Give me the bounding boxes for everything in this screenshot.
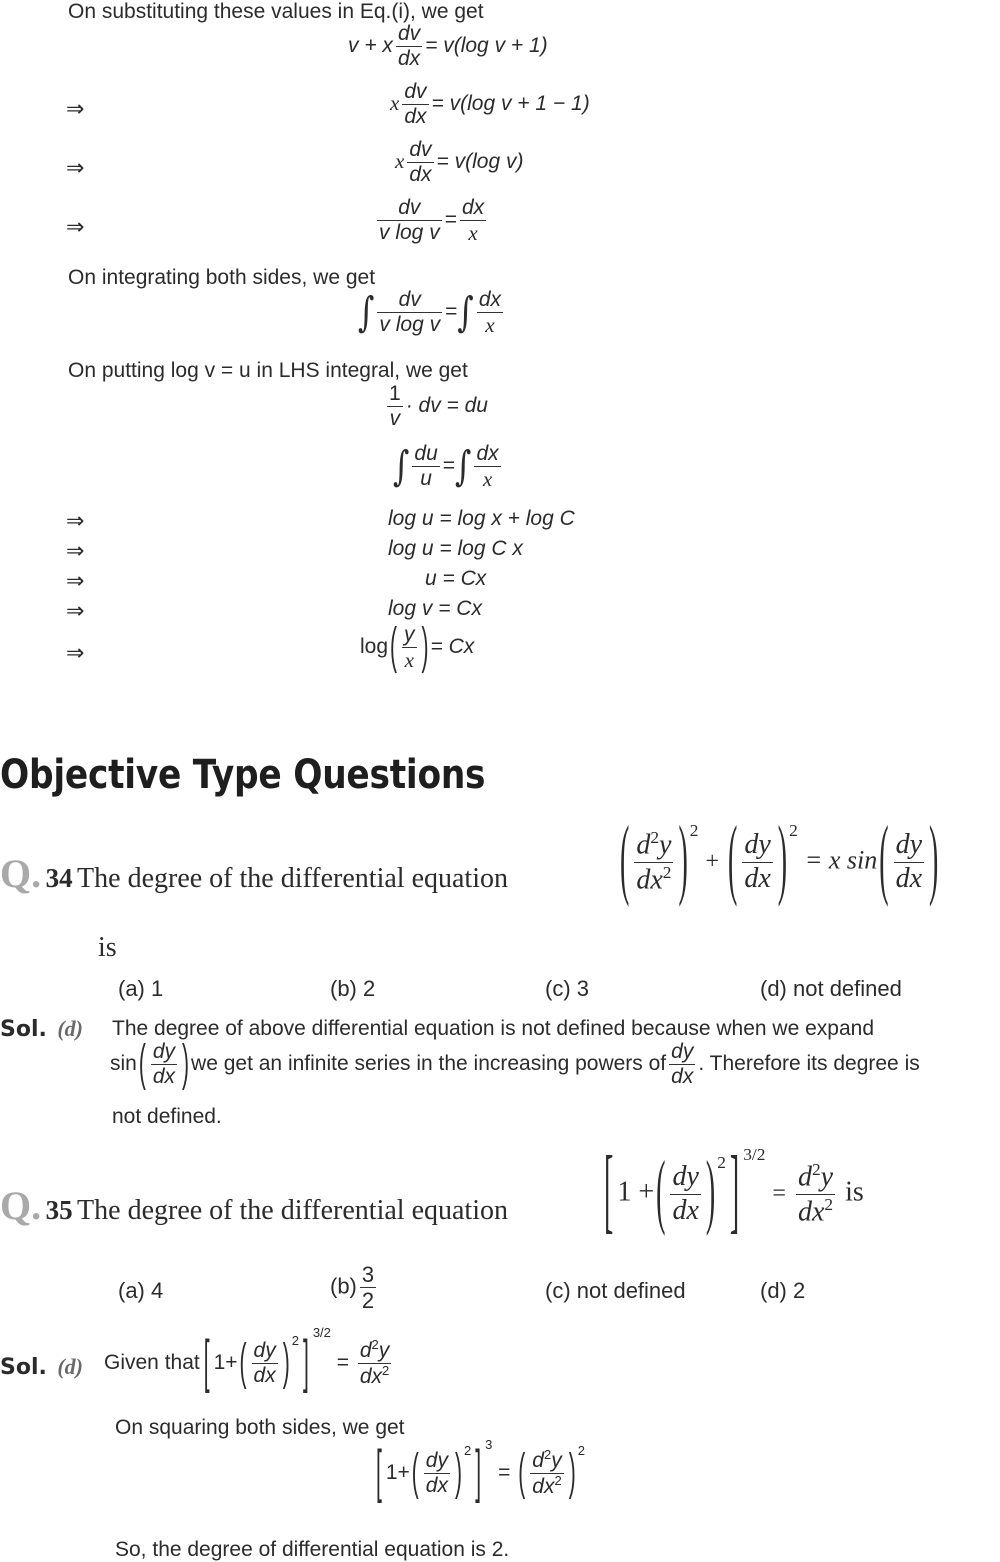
q34-solution-line-2: sin( $\frac{dy}{dx}$ )we get an infinite series in the increasing powers of $\frac{dy}{dx}$ . Therefore its degree is (110, 1035, 920, 1092)
conclusion-text: So, the degree of differential equation is 2. (115, 1538, 510, 1561)
question-number: 34 (45, 863, 73, 893)
solution-answer: (d) (57, 1354, 83, 1379)
q34-option-c[interactable]: (c) 3 (545, 976, 589, 1001)
q35-option-a[interactable]: (a) 4 (118, 1278, 164, 1303)
solution-label: Sol. (0, 1355, 47, 1380)
q35-solution (0, 1354, 83, 1380)
equation-step-11: log v = Cx (388, 597, 482, 620)
equation-step-12: log( $\frac{y}{x}$ )= Cx (360, 618, 475, 675)
q35-given: Given that [ 1+( $\frac{dy}{dx}$ ) $^2$ ] $^{3/2}$ = $\frac{d^2y}{dx^2}$ (104, 1325, 390, 1395)
substitution-text: On putting log v = u in LHS integral, we get (68, 359, 468, 382)
implies-arrow: ⇒ (66, 155, 85, 180)
equation-step-3: x $\frac{dv}{dx}$ = v(log v) (395, 138, 524, 187)
equation-step-7: ∫ $\frac{du}{u}$ =∫ $\frac{dx}{x}$ (393, 442, 499, 492)
integrate-text: On integrating both sides, we get (68, 266, 376, 289)
squared-equation: [ 1+( $\frac{dy}{dx}$ ) $^2$ ] $^3$ = ( $\frac{d^2y}{dx^2}$ ) $^2$ (376, 1437, 585, 1505)
equation-step-9: log u = log C x (388, 537, 523, 560)
equation-step-2: x $\frac{dv}{dx}$ = v(log v + 1 − 1) (390, 80, 590, 129)
equation-step-1: v + x $\frac{dv}{dx}$ = v(log v + 1) (348, 22, 548, 71)
q34-equation: ( $\frac{d^2y}{dx^2}$ ) $^2$ + ( $\frac{dy}{dx}$ ) $^2$ = x sin( $\frac{dy}{dx}$ ) (620, 810, 939, 911)
question-35 (0, 1182, 508, 1229)
solution-label: Sol. (0, 1017, 47, 1042)
q34-option-d[interactable]: (d) not defined (760, 976, 902, 1001)
implies-arrow: ⇒ (66, 598, 85, 623)
equation-step-10: u = Cx (425, 567, 487, 590)
q34-solution-line-1: The degree of above differential equation is not defined because when we expand (112, 1017, 874, 1040)
q35-option-c[interactable]: (c) not defined (545, 1278, 686, 1303)
implies-arrow: ⇒ (66, 214, 85, 239)
question-text: The degree of the differential equation (77, 863, 508, 894)
q34-solution-line-3: not defined. (112, 1105, 222, 1128)
intro-text: On substituting these values in Eq.(i), we get (68, 0, 484, 23)
q35-option-d[interactable]: (d) 2 (760, 1278, 806, 1303)
question-label: Q. (0, 1183, 42, 1228)
section-title: Objective Type Questions (0, 752, 486, 798)
implies-arrow: ⇒ (66, 568, 85, 593)
question-text: The degree of the differential equation (77, 1195, 508, 1226)
question-number: 35 (45, 1195, 73, 1225)
implies-arrow: ⇒ (66, 96, 85, 121)
q34-option-a[interactable]: (a) 1 (118, 976, 164, 1001)
q35-option-b[interactable]: (b) $\frac{3}{2}$ (330, 1262, 375, 1314)
equation-step-6: $\frac{1}{v}$ · dv = du (389, 382, 488, 431)
implies-arrow: ⇒ (66, 538, 85, 563)
equation-step-4: $\frac{dv}{\text{v log v}}$ = $\frac{dx}{x}$ (379, 196, 485, 246)
q34-solution (0, 1016, 83, 1042)
implies-arrow: ⇒ (66, 508, 85, 533)
q34-option-b[interactable]: (b) 2 (330, 976, 376, 1001)
equation-step-8: log u = log x + log C (388, 507, 575, 530)
question-label: Q. (0, 851, 42, 896)
solution-answer: (d) (57, 1016, 83, 1041)
question-34 (0, 850, 508, 897)
implies-arrow: ⇒ (66, 640, 85, 665)
q35-equation: [ 1 +( $\frac{dy}{dx}$ ) $^2$ ] $^{3/2}$ = $\frac{d^2y}{dx^2}$ is (604, 1139, 864, 1246)
q34-tail: is (98, 932, 117, 963)
squaring-text: On squaring both sides, we get (115, 1416, 405, 1439)
equation-step-5: ∫ $\frac{dv}{\text{v log v}}$ =∫ $\frac{dx}{x}$ (358, 288, 501, 338)
